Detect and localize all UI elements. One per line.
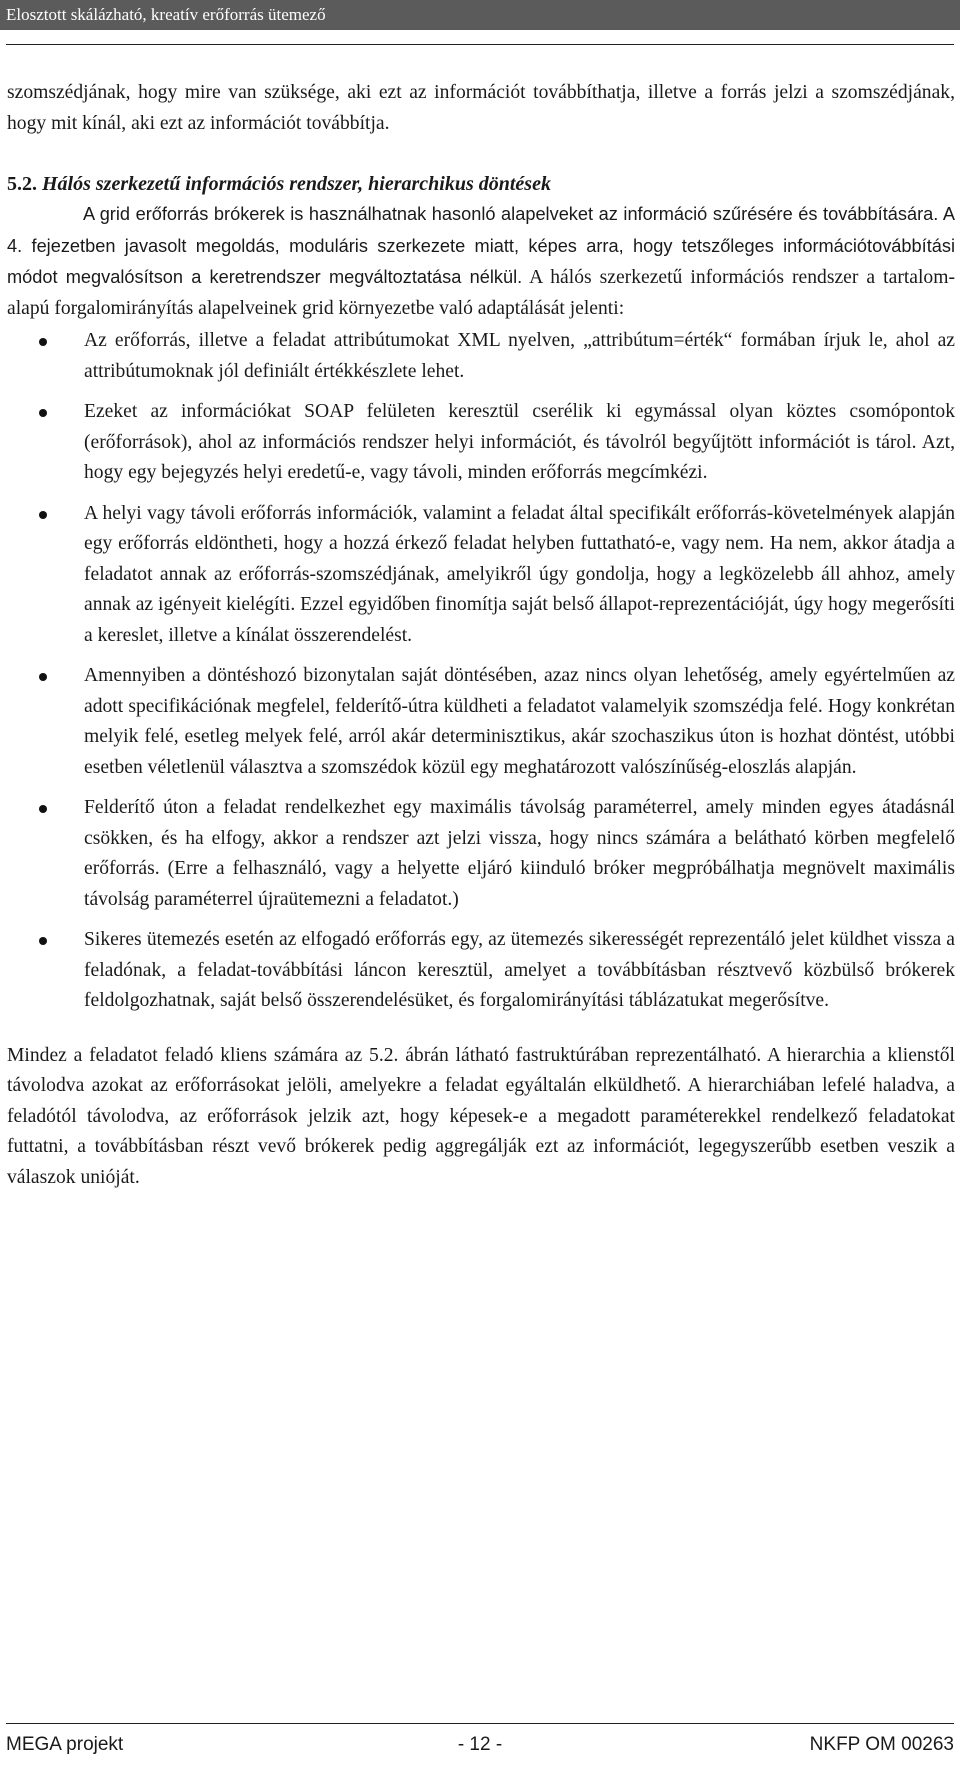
list-item-text: Felderítő úton a feladat rendelkezhet egy maximális távolság paraméterrel, amely minden egyes átadásnál csökken, és ha elfogy, akkor a rendszer azt jelzi vissza, hogy nincs számára a belátható körben megfelelő erőforrás. (Erre a felhasználó, vagy a helyette eljáró kiinduló bróker megpróbálhatja megnövelt maximális távolság paraméterrel újraütemezni a feladatot.) [84, 797, 955, 910]
list-item [7, 326, 955, 387]
list-item-text: A helyi vagy távoli erőforrás információk, valamint a feladat által specifikált erőforrás-követelmények alapján egy erőforrás eldöntheti, hogy a hozzá érkező feladat helyben futtatható-e, vagy nem. Ha nem, akkor átadja a feladatot annak az erőforrás-szomszédjának, amelyikről úgy gondolja, hogy a legközelebb áll ahhoz, amely annak az igényeit kielégíti. Ezzel egyidőben finomítja saját belső állapot-reprezentációját, úgy hogy megerősíti a kereslet, illetve a kínálat összerendelést. [84, 502, 955, 646]
list-item [7, 499, 955, 652]
intro-paragraph: szomszédjának, hogy mire van szüksége, aki ezt az információt továbbíthatja, illetve a forrás jelzi a szomszédjának, hogy mit kínál, aki ezt az információt továbbítja. [7, 82, 955, 134]
header-title: Elosztott skálázható, kreatív erőforrás ütemező [6, 5, 326, 24]
list-item [7, 397, 955, 489]
section-paragraph-sans: A grid erőforrás brókerek is használhatnak hasonló alapelveket az információ szűrésére és továbbítására. A 4. fejezetben javasolt megoldás, moduláris szerkezete miatt, képes arra, hogy tetszőleges információtovábbítási módot megvalósítson a keretrendszer megváltoztatása nélkül. [7, 204, 955, 287]
list-item-text: Az erőforrás, illetve a feladat attribútumokat XML nyelven, „attribútum=érték“ formában írjuk le, ahol az attribútumoknak jól definiált értékkészlete lehet. [84, 330, 955, 382]
page-footer [6, 1729, 954, 1761]
section-paragraph-serif: A hálós szerkezetű információs rendszer a tartalom-alapú forgalomirányítás alapelveinek grid környezetbe való adaptálását jelenti: [7, 267, 955, 319]
section-title: Hálós szerkezetű információs rendszer, hierarchikus döntések [42, 173, 551, 195]
list-item-text: Amennyiben a döntéshozó bizonytalan saját döntésében, azaz nincs olyan lehetőség, amely egyértelműen az adott specifikációnak megfelel, felderítő-útra küldheti a feladatot valamelyik szomszédja felé. Hogy konkrétan melyik felé, esetleg melyek felé, arról akár determinisztikus, akár szochaszikus úton is hozhat döntést, utóbbi esetben véletlenül választva a szomszédok közül egy meghatározott valószínűség-eloszlás alapján. [84, 665, 955, 778]
page-body [7, 78, 955, 1193]
footer-project: MEGA projekt [6, 1734, 124, 1755]
footer-grant-id: NKFP OM 00263 [809, 1734, 954, 1755]
list-item [7, 925, 955, 1017]
bullet-icon [39, 673, 47, 681]
bullet-icon [39, 338, 47, 346]
section-paragraph [7, 199, 955, 324]
header-divider [6, 44, 954, 45]
section-heading [7, 169, 955, 199]
page-number: - 12 - [457, 1734, 503, 1755]
bullet-icon [39, 511, 47, 519]
footer-divider [6, 1723, 954, 1724]
running-header [0, 0, 960, 30]
section-number: 5.2. [7, 173, 37, 195]
list-item [7, 661, 955, 783]
bullet-icon [39, 937, 47, 945]
bullet-icon [39, 805, 47, 813]
bullet-list [7, 326, 955, 1017]
list-item-text: Sikeres ütemezés esetén az elfogadó erőforrás egy, az ütemezés sikerességét reprezentáló jelet küldhet vissza a feladónak, a feladat-továbbítási láncon keresztül, amelyet a továbbításban résztvevő közbülső brókerek feldolgozhatnak, saját belső összerendelésüket, és forgalomirányítási táblázatukat megerősítve. [84, 929, 955, 1011]
list-item-text: Ezeket az információkat SOAP felületen keresztül cserélik ki egymással olyan köztes csomópontok (erőforrások), ahol az információs rendszer helyi információt, és távolról begyűjtött információt is tárol. Azt, hogy egy bejegyzés helyi eredetű-e, vagy távoli, minden erőforrás megcímkézi. [84, 401, 955, 483]
bullet-icon [39, 409, 47, 417]
closing-paragraph: Mindez a feladatot feladó kliens számára az 5.2. ábrán látható fastruktúrában reprezentálható. A hierarchia a klienstől távolodva azokat az erőforrásokat jelöli, amelyekre a feladat egyáltalán elküldhető. A hierarchiában lefelé haladva, a feladótól távolodva, az erőforrások jelzik azt, hogy képesek-e a megadott paraméterekkel rendelkező feladatokat futtatni, a továbbításban részt vevő brókerek pedig aggregálják ezt az információt, legegyszerűbb esetben veszik a válaszok unióját. [7, 1044, 955, 1188]
list-item [7, 793, 955, 915]
